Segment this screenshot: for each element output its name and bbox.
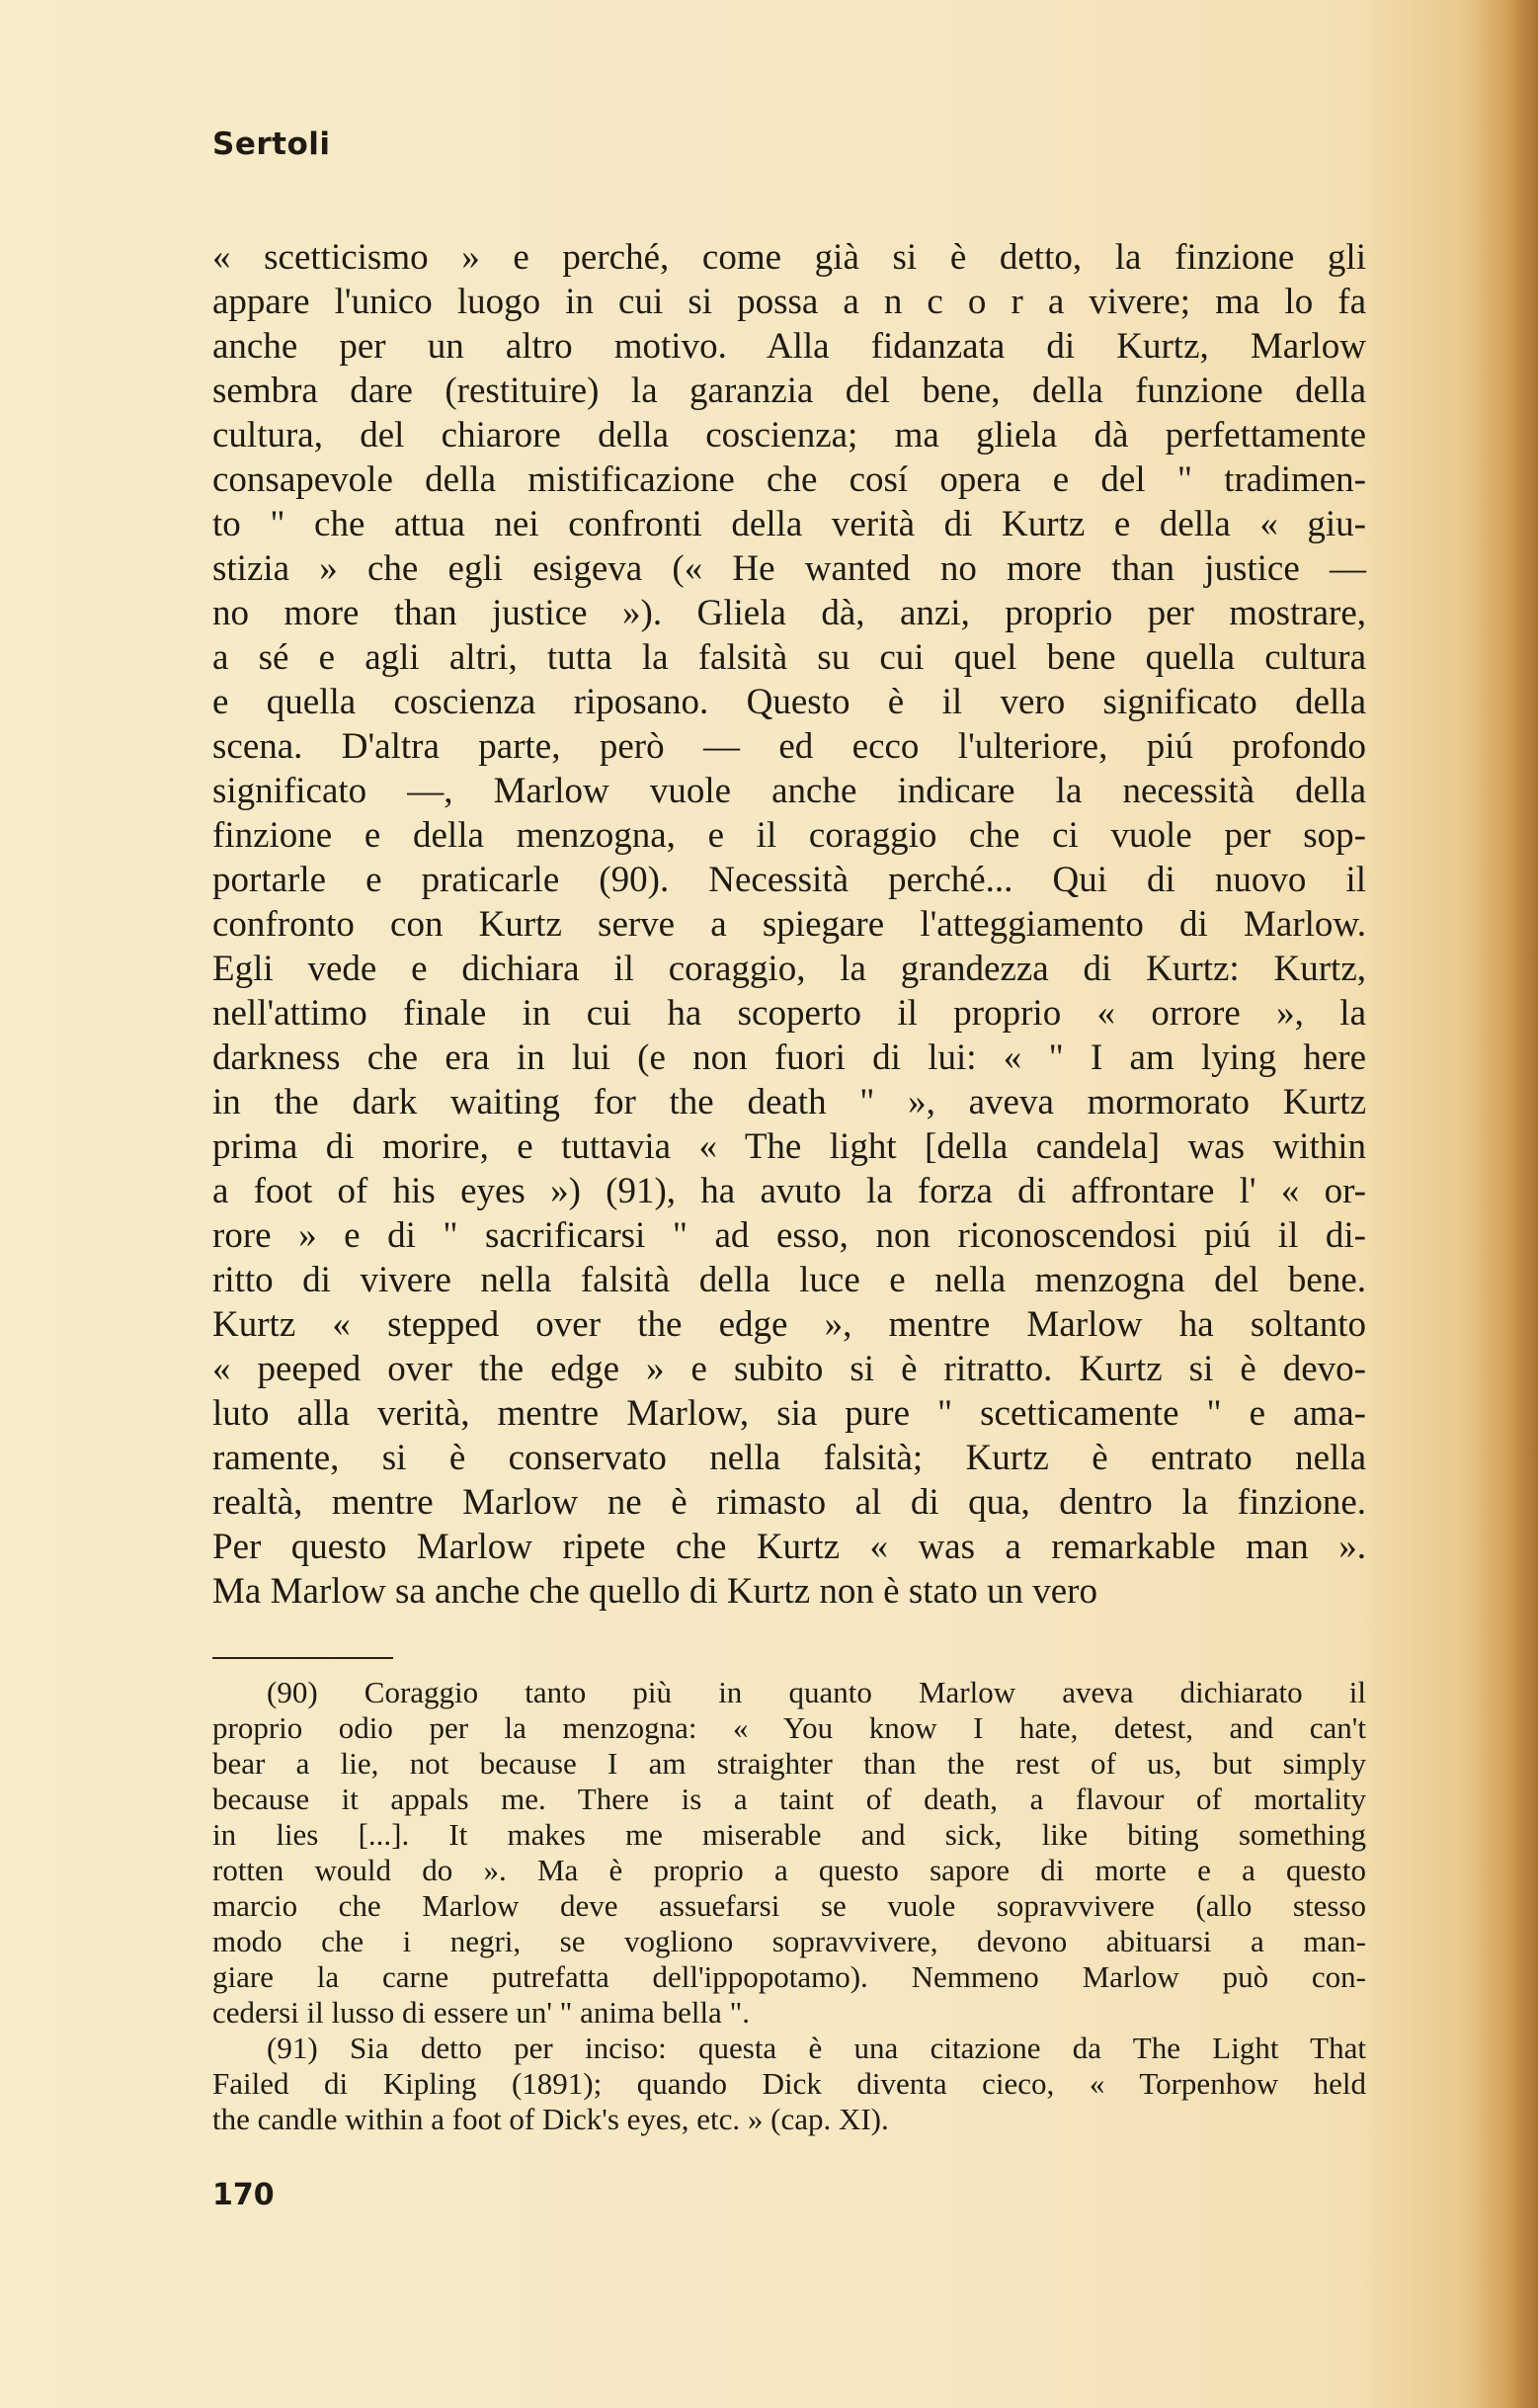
body-line: in the dark waiting for the death " », aveva mormorato Kurtz — [212, 1082, 1366, 1122]
body-line: nell'attimo finale in cui ha scoperto il proprio « orrore », la — [212, 993, 1366, 1034]
body-text — [212, 235, 1366, 1614]
body-line: Per questo Marlow ripete che Kurtz « was a remarkable man ». — [212, 1527, 1366, 1567]
body-line: Kurtz « stepped over the edge », mentre Marlow ha soltanto — [212, 1304, 1366, 1345]
body-line: significato —, Marlow vuole anche indicare la necessità della — [212, 771, 1366, 811]
body-line: portarle e praticarle (90). Necessità perché... Qui di nuovo il — [212, 860, 1366, 900]
body-line: finzione e della menzogna, e il coraggio che ci vuole per sop- — [212, 815, 1366, 856]
body-line: « peeped over the edge » e subito si è ritratto. Kurtz si è devo- — [212, 1349, 1366, 1389]
body-line: Ma Marlow sa anche che quello di Kurtz non è stato un vero — [212, 1571, 1097, 1612]
body-line: prima di morire, e tuttavia « The light [della candela] was within — [212, 1126, 1366, 1167]
footnote-line: (90) Coraggio tanto più in quanto Marlow aveva dichiarato il — [267, 1675, 1366, 1709]
body-line: ritto di vivere nella falsità della luce e nella menzogna del bene. — [212, 1260, 1366, 1300]
footnote-line: because it appals me. There is a taint of death, a flavour of mortality — [212, 1782, 1366, 1816]
body-line: ramente, si è conservato nella falsità; Kurtz è entrato nella — [212, 1438, 1366, 1478]
body-line: confronto con Kurtz serve a spiegare l'atteggiamento di Marlow. — [212, 904, 1366, 945]
footnote-rule — [212, 1657, 393, 1659]
body-line: consapevole della mistificazione che cosí opera e del " tradimen- — [212, 459, 1366, 500]
body-line: sembra dare (restituire) la garanzia del bene, della funzione della — [212, 371, 1366, 411]
footnote-line: giare la carne putrefatta dell'ippopotamo). Nemmeno Marlow può con- — [212, 1959, 1366, 1994]
body-line: realtà, mentre Marlow ne è rimasto al di qua, dentro la finzione. — [212, 1482, 1366, 1523]
body-line: no more than justice »). Gliela dà, anzi, proprio per mostrare, — [212, 593, 1366, 633]
footnote-line: the candle within a foot of Dick's eyes, etc. » (cap. XI). — [212, 2102, 889, 2136]
body-line: e quella coscienza riposano. Questo è il vero significato della — [212, 682, 1366, 722]
footnote-line: (91) Sia detto per inciso: questa è una citazione da The Light That — [267, 2031, 1366, 2065]
footnote-line: proprio odio per la menzogna: « You know I hate, detest, and can't — [212, 1710, 1366, 1745]
footnote-line: in lies [...]. It makes me miserable and sick, like biting something — [212, 1817, 1366, 1852]
footnote-line: Failed di Kipling (1891); quando Dick diventa cieco, « Torpenhow held — [212, 2066, 1366, 2101]
body-line: stizia » che egli esigeva (« He wanted no more than justice — — [212, 548, 1366, 589]
body-line: a sé e agli altri, tutta la falsità su cui quel bene quella cultura — [212, 637, 1366, 678]
body-line: darkness che era in lui (e non fuori di lui: « " I am lying here — [212, 1038, 1366, 1078]
body-line: a foot of his eyes ») (91), ha avuto la forza di affrontare l' « or- — [212, 1171, 1366, 1211]
page-number: 170 — [212, 2178, 275, 2212]
footnote-line: modo che i negri, se vogliono sopravvivere, devono abituarsi a man- — [212, 1924, 1366, 1958]
footnote-line: rotten would do ». Ma è proprio a questo sapore di morte e a questo — [212, 1853, 1366, 1887]
footnote-line: cedersi il lusso di essere un' " anima bella ". — [212, 1995, 750, 2030]
body-line: Egli vede e dichiara il coraggio, la grandezza di Kurtz: Kurtz, — [212, 949, 1366, 989]
body-line: anche per un altro motivo. Alla fidanzata di Kurtz, Marlow — [212, 326, 1366, 367]
body-line: « scetticismo » e perché, come già si è detto, la finzione gli — [212, 237, 1366, 278]
body-line: luto alla verità, mentre Marlow, sia pure " scetticamente " e ama- — [212, 1393, 1366, 1434]
body-line: appare l'unico luogo in cui si possa a n c o r a vivere; ma lo fa — [212, 282, 1366, 322]
body-line: cultura, del chiarore della coscienza; ma gliela dà perfettamente — [212, 415, 1366, 456]
body-line: scena. D'altra parte, però — ed ecco l'ulteriore, piú profondo — [212, 726, 1366, 767]
footnote-line: bear a lie, not because I am straighter than the rest of us, but simply — [212, 1746, 1366, 1781]
page-edge-shading — [1469, 0, 1538, 2408]
footnote-line: marcio che Marlow deve assuefarsi se vuole sopravvivere (allo stesso — [212, 1888, 1366, 1923]
running-head: Sertoli — [212, 126, 331, 162]
body-line: to " che attua nei confronti della verità di Kurtz e della « giu- — [212, 504, 1366, 544]
footnotes — [212, 1675, 1366, 2137]
body-line: rore » e di " sacrificarsi " ad esso, non riconoscendosi piú il di- — [212, 1215, 1366, 1256]
